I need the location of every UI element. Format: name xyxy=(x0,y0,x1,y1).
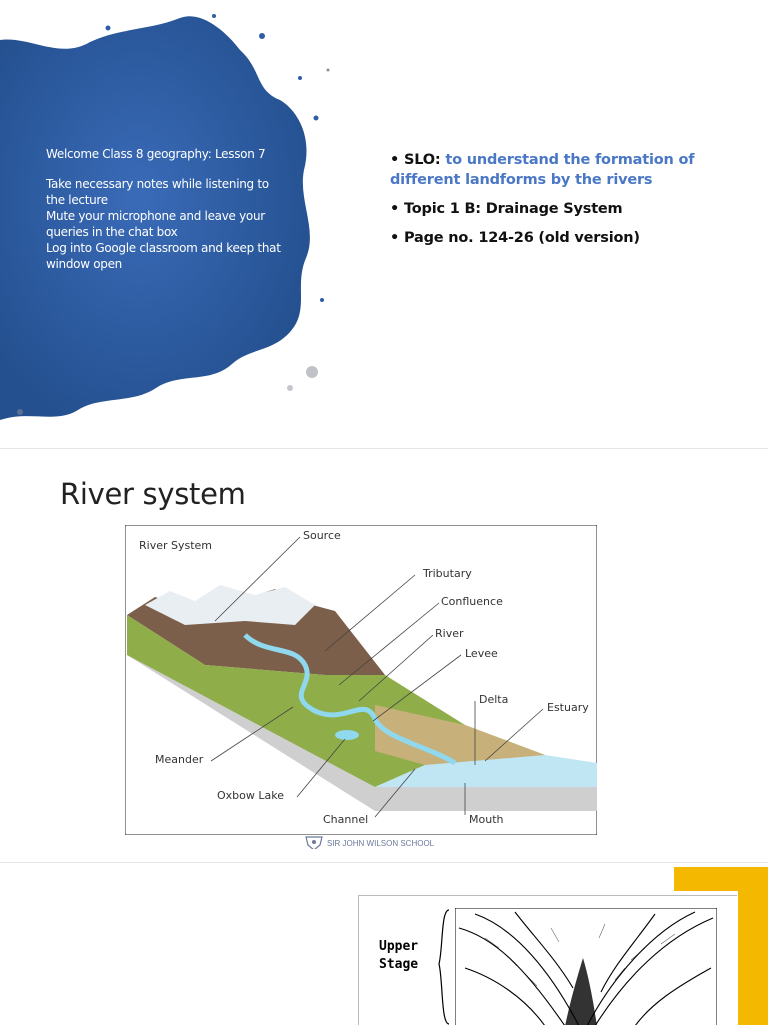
page-ref-text: Page no. 124-26 (old version) xyxy=(404,230,640,246)
stage-label-line1: Upper xyxy=(379,939,419,954)
upper-stage-figure xyxy=(358,895,737,1025)
accent-bar-side xyxy=(738,867,768,1025)
topic-text: Topic 1 B: Drainage System xyxy=(404,201,623,217)
slide-upper-stage xyxy=(0,862,768,1025)
stage-label-line2: Stage xyxy=(379,957,419,972)
instruction-notes: Take necessary notes while listening to the lecture xyxy=(46,177,269,207)
bullet-page: • Page no. 124-26 (old version) xyxy=(390,230,640,246)
welcome-text-block xyxy=(46,146,286,272)
label-estuary: Estuary xyxy=(547,701,589,714)
label-mouth: Mouth xyxy=(469,813,504,826)
bullet-topic: • Topic 1 B: Drainage System xyxy=(390,201,623,217)
diagram-heading: River System xyxy=(139,539,213,552)
v-valley-sketch xyxy=(455,908,717,1025)
school-crest-icon xyxy=(304,835,324,849)
stage-label xyxy=(379,938,418,974)
slo-label: SLO: xyxy=(404,152,441,168)
bullet-slo: • SLO: to understand the formation of different landforms by the rivers xyxy=(390,152,695,188)
label-levee: Levee xyxy=(465,647,498,660)
label-confluence: Confluence xyxy=(441,595,503,608)
label-meander: Meander xyxy=(155,753,204,766)
instruction-mute: Mute your microphone and leave your queries in the chat box xyxy=(46,209,265,239)
slide-title: River system xyxy=(60,477,246,511)
school-footer xyxy=(304,835,434,849)
slide-river-system xyxy=(0,448,768,849)
welcome-title: Welcome Class 8 geography: Lesson 7 xyxy=(46,147,266,161)
label-oxbow-lake: Oxbow Lake xyxy=(217,789,284,802)
label-tributary: Tributary xyxy=(423,567,472,580)
slide-intro xyxy=(0,0,768,432)
label-channel: Channel xyxy=(323,813,369,826)
river-system-diagram xyxy=(125,525,597,835)
label-source: Source xyxy=(303,529,341,542)
slo-text: to understand the formation of different landforms by the rivers xyxy=(390,152,695,188)
school-name: SIR JOHN WILSON SCHOOL xyxy=(327,838,435,848)
instruction-classroom: Log into Google classroom and keep that window open xyxy=(46,241,281,271)
stage-brace xyxy=(435,908,451,1025)
label-river: River xyxy=(435,627,464,640)
objective-bullets xyxy=(390,150,730,257)
label-delta: Delta xyxy=(479,693,509,706)
oxbow-lake-shape xyxy=(335,730,359,740)
